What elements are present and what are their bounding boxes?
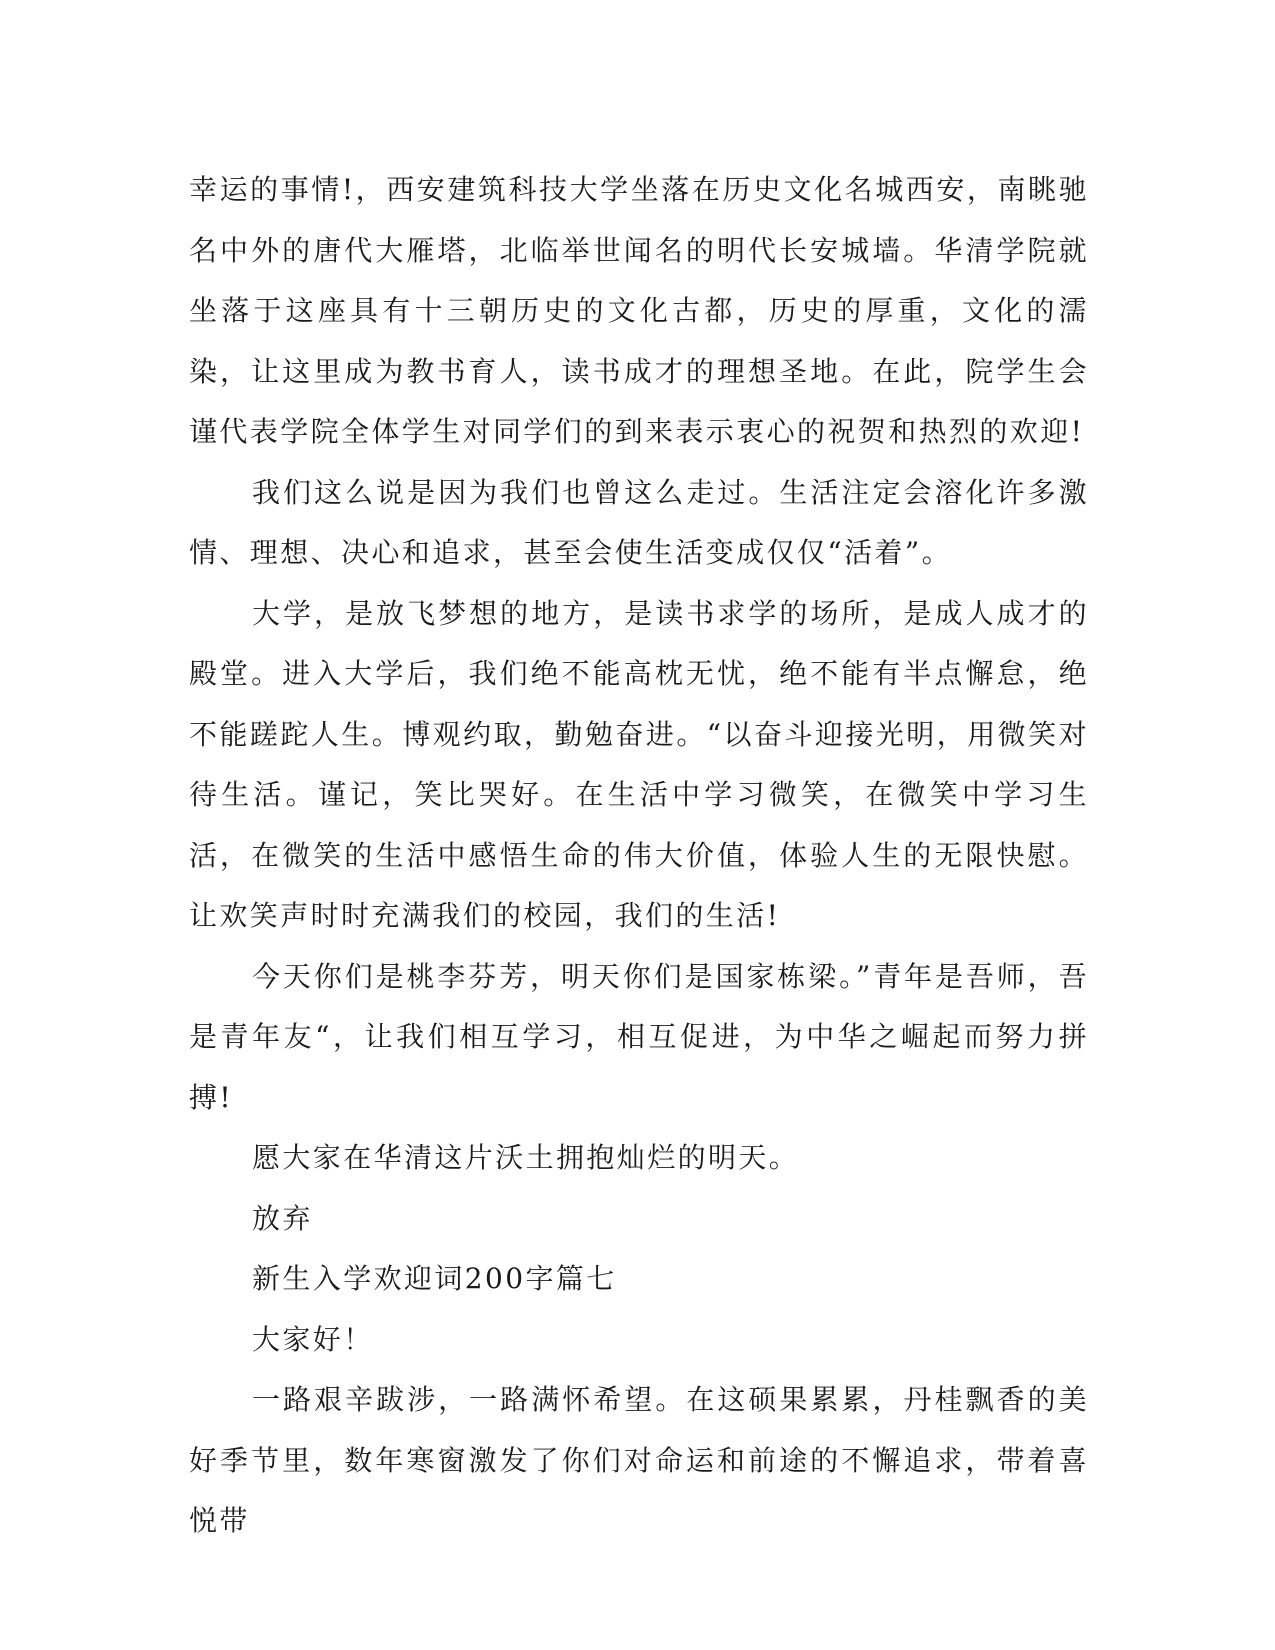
section-heading: 新生入学欢迎词200字篇七 — [252, 1262, 617, 1295]
paragraph: 大学，是放飞梦想的地方，是读书求学的场所，是成人成才的殿堂。进入大学后，我们绝不能高枕无忧，绝不能有半点懈怠，绝不能蹉跎人生。博观约取，勤勉奋进。“以奋斗迎接光明，用微笑对待生活。谨记，笑比哭好。在生活中学习微笑，在微笑中学习生活，在微笑的生活中感悟生命的伟大价值，体验人生的无限快慰。让欢笑声时时充满我们的校园，我们的生活! — [189, 596, 1089, 932]
paragraph: 今天你们是桃李芬芳，明天你们是国家栋梁。”青年是吾师，吾是青年友“，让我们相互学习，相互促进，为中华之崛起而努力拼搏! — [189, 959, 1089, 1114]
paragraph: 一路艰辛跋涉，一路满怀希望。在这硕果累累，丹桂飘香的美好季节里，数年寒窗激发了你们对命运和前途的不懈追求，带着喜悦带 — [189, 1383, 1089, 1537]
document-body — [189, 160, 1089, 1552]
paragraph-continuation: 幸运的事情!，西安建筑科技大学坐落在历史文化名城西安，南眺驰名中外的唐代大雁塔，北临举世闻名的明代长安城墙。华清学院就坐落于这座具有十三朝历史的文化古都，历史的厚重，文化的濡染，让这里成为教书育人，读书成才的理想圣地。在此，院学生会谨代表学院全体学生对同学们的到来表示衷心的祝贺和热烈的欢迎! — [189, 173, 1089, 448]
paragraph: 放弃 — [252, 1201, 313, 1235]
greeting: 大家好！ — [252, 1322, 374, 1356]
paragraph: 我们这么说是因为我们也曾这么走过。生活注定会溶化许多激情、理想、决心和追求，甚至会使生活变成仅仅“活着”。 — [189, 475, 1089, 569]
paragraph: 愿大家在华清这片沃土拥抱灿烂的明天。 — [252, 1141, 800, 1174]
